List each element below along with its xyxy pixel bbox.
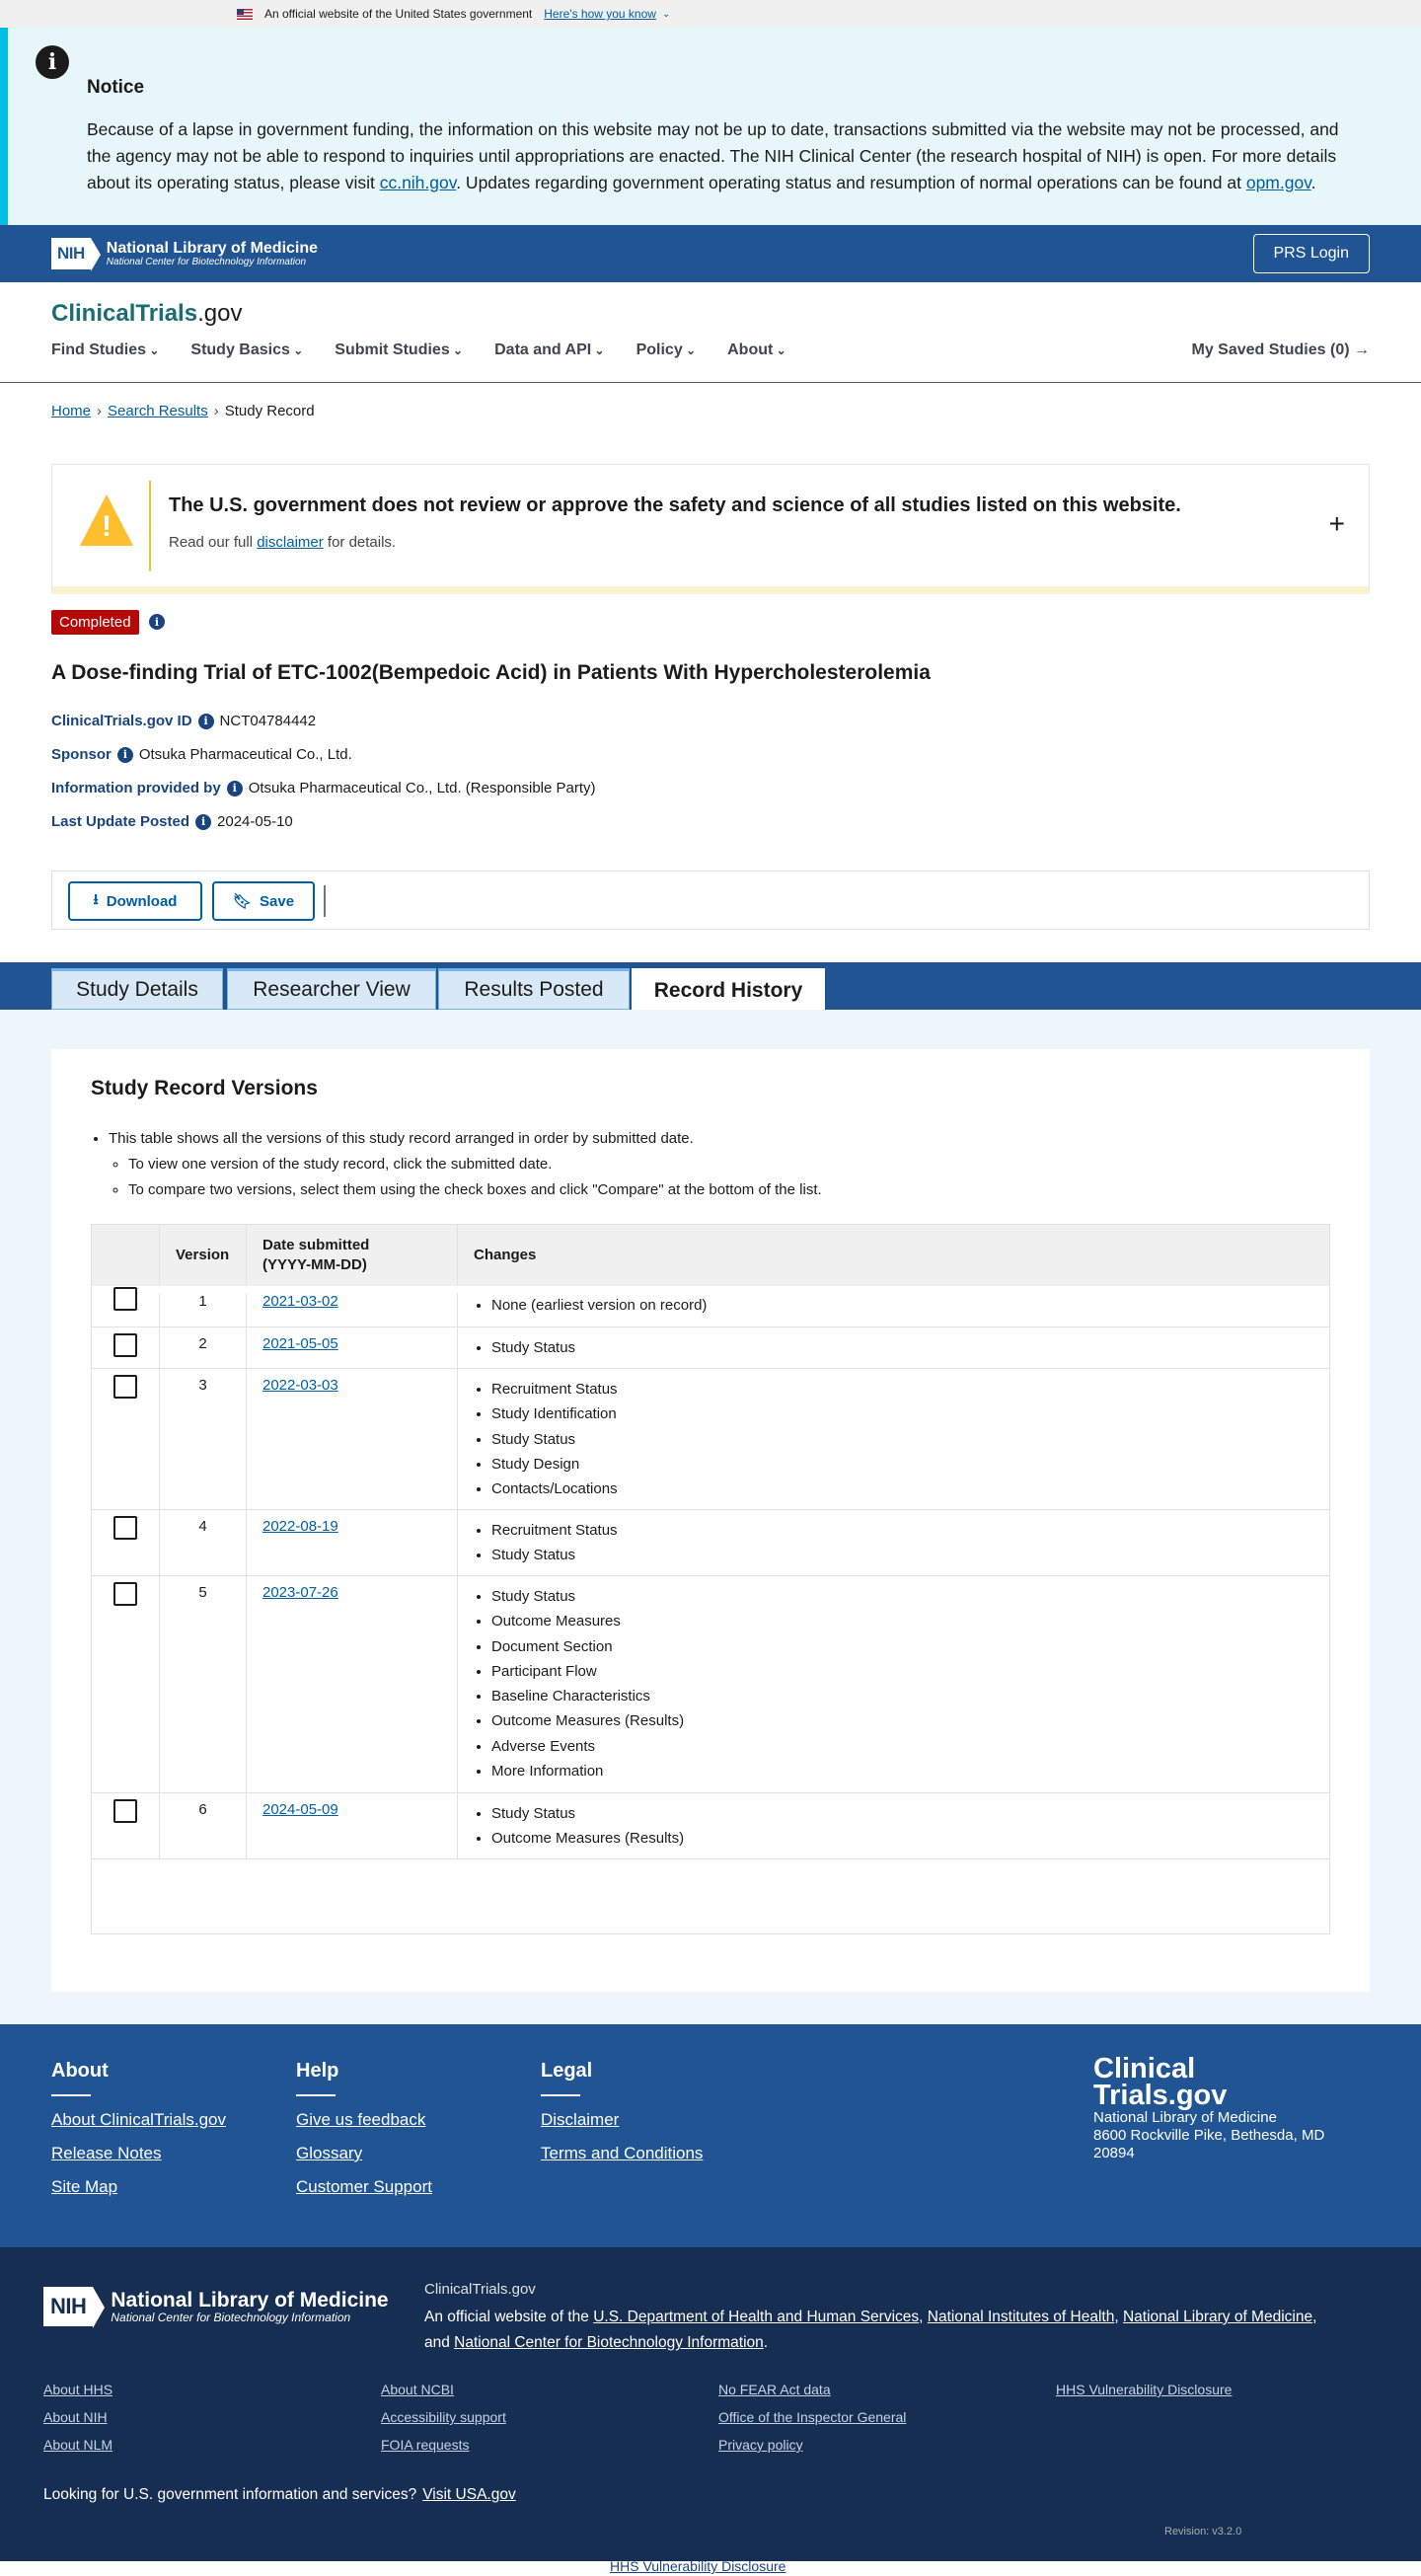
row-checkbox-cell [92,1293,160,1326]
usa-gov-line [43,2486,516,2504]
prs-login-button[interactable]: PRS Login [1253,234,1371,273]
chevron-down-icon: ⌄ [661,8,671,20]
row-version: 3 [160,1369,247,1509]
usa-text: Looking for U.S. government information and services? [43,2486,417,2503]
sponsor-label: Sponsor [51,746,112,763]
chevron-right-icon: › [213,403,219,419]
my-saved-studies-link[interactable] [1192,341,1371,359]
versions-intro [109,1126,822,1203]
intro-item: • This table shows all the versions of this study record arranged in order by submitted date. [109,1126,822,1152]
footer-nlm-logo[interactable] [43,2287,389,2326]
change-item: • More Information [491,1759,684,1783]
header-version: Version [160,1225,247,1286]
intro-item: ◦ To view one version of the study record, click the submitted date. [128,1152,822,1177]
link-about-nlm[interactable]: About NLM [43,2437,113,2453]
footer-link-terms[interactable]: Terms and Conditions [541,2144,704,2162]
notice-text-part: . Updates regarding government operating status and resumption of normal operations can be found at [456,173,1246,192]
cc-nih-link[interactable]: cc.nih.gov [379,173,457,192]
logo-main: ClinicalTrials [51,300,198,327]
gov-banner [0,0,1421,28]
nlm-link[interactable]: National Library of Medicine [1122,2309,1313,2325]
disclaimer-title: The U.S. government does not review or approve the safety and science of all studies listed on this website. [169,494,1181,516]
disclaimer-sub [169,534,396,551]
table-header [92,1225,1329,1286]
row-changes [458,1327,575,1360]
footer-ct-logo[interactable] [1093,2053,1228,2111]
header-date-line1: Date submitted [262,1237,370,1253]
row-version: 1 [160,1293,247,1326]
tab-record-history[interactable]: Record History [632,968,825,1010]
row-date-link[interactable]: 2024-05-09 [262,1801,338,1818]
download-button[interactable] [68,881,202,921]
row-changes [458,1793,684,1852]
logo-suffix: .gov [197,300,243,327]
change-item: • Contacts/Locations [491,1477,618,1501]
study-id [51,713,316,729]
expand-plus-icon[interactable]: + [1328,508,1345,539]
last-update-label: Last Update Posted [51,813,190,830]
row-version: 4 [160,1510,247,1575]
table-row [92,1293,1329,1327]
row-changes [458,1293,707,1318]
nlm-name: National Library of Medicine [106,239,319,257]
change-item: • Study Status [491,1543,618,1567]
breadcrumb-current: Study Record [224,403,315,419]
row-checkbox-cell [92,1793,160,1858]
tab-results-posted[interactable]: Results Posted [438,968,630,1010]
nih-header [0,225,1421,282]
change-item: • Study Status [491,1584,684,1609]
row-checkbox-cell [92,1369,160,1509]
nlm-logo-text [111,2289,388,2324]
row-date-link[interactable]: 2023-07-26 [262,1584,338,1601]
change-item: • Outcome Measures (Results) [491,1708,684,1733]
nih-logo-mark: NIH [51,238,91,269]
info-icon[interactable]: i [195,814,211,830]
footer-link-disclaimer[interactable]: Disclaimer [541,2110,620,2129]
warning-icon-mark: ! [102,510,112,543]
disclaimer-sub-text: for details. [323,534,397,551]
nav-study-basics[interactable]: Study Basics ⌄ [190,341,303,359]
ncbi-name: National Center for Biotechnology Information [111,2310,351,2324]
record-versions-card [51,1049,1370,1992]
table-row [92,1510,1329,1576]
study-id-value: NCT04784442 [219,713,317,729]
footer-bottom [0,2247,1421,2561]
desc-text: . [763,2334,769,2351]
nav-about[interactable]: About ⌄ [727,341,786,359]
notice-text [87,116,1360,196]
header-checkbox-col [92,1225,160,1286]
footer-help-col [296,2060,432,2211]
footer-top [0,2024,1421,2247]
link-hhs-vulnerability[interactable]: HHS Vulnerability Disclosure [1056,2382,1233,2397]
nlm-logo-text [107,240,318,268]
save-button[interactable] [212,881,315,921]
us-flag-icon [237,9,253,20]
table-row [92,1576,1329,1793]
footer-site-name: ClinicalTrials.gov [424,2281,536,2298]
divider [541,2094,580,2096]
row-date-cell [247,1327,458,1368]
row-checkbox-cell [92,1510,160,1575]
footer-link-glossary[interactable]: Glossary [296,2144,363,2162]
change-item: • Recruitment Status [491,1518,618,1543]
desc-text: , [919,2309,928,2325]
info-icon: i [36,45,69,79]
change-item: • Outcome Measures [491,1609,684,1633]
header-date [247,1225,458,1286]
row-date-cell [247,1293,458,1326]
divider [296,2094,336,2096]
chevron-right-icon: › [97,403,103,419]
footer-link-feedback[interactable]: Give us feedback [296,2110,426,2129]
status-badge: Completed [51,610,139,635]
change-item: • Study Status [491,1335,575,1360]
row-date-cell [247,1369,458,1509]
breadcrumb-home[interactable]: Home [51,403,92,419]
info-provided-by [51,780,596,796]
study-id-label: ClinicalTrials.gov ID [51,713,192,729]
row-changes [458,1369,618,1501]
link-about-ncbi[interactable]: About NCBI [381,2382,454,2397]
row-date-link[interactable]: 2021-03-02 [262,1293,338,1310]
row-changes [458,1510,618,1568]
nlm-name: National Library of Medicine [111,2288,389,2311]
header-changes: Changes [474,1247,537,1263]
ncbi-link[interactable]: National Center for Biotechnology Information [454,2334,764,2351]
footer-legal-title: Legal [541,2060,593,2082]
last-update-value: 2024-05-10 [217,813,293,830]
notice-title: Notice [87,77,145,98]
arrow-right-icon: → [1354,341,1370,358]
sponsor [51,746,352,763]
header-date-line2: (YYYY-MM-DD) [262,1256,367,1273]
row-checkbox-cell [92,1327,160,1368]
change-item: • Baseline Characteristics [491,1684,684,1708]
intro-item: ◦ To compare two versions, select them using the check boxes and click "Compare" at the bottom of the list. [128,1177,822,1203]
footer-about-title: About [51,2060,109,2082]
info-icon[interactable]: i [198,714,214,729]
download-icon: ⭳ [93,890,99,908]
row-changes [458,1576,684,1783]
info-provided-value: Otsuka Pharmaceutical Co., Ltd. (Responsible Party) [248,780,596,796]
hhs-link[interactable]: U.S. Department of Health and Human Services [593,2309,920,2325]
nih-logo-mark: NIH [43,2287,93,2326]
divider [149,481,151,571]
row-date-cell [247,1510,458,1575]
link-about-hhs[interactable]: About HHS [43,2382,113,2397]
notice-text-part: . [1310,173,1316,192]
row-checkbox-cell [92,1576,160,1792]
download-label: Download [106,892,178,910]
divider [324,885,326,917]
clinicaltrials-logo[interactable] [51,300,242,328]
footer-help-title: Help [296,2060,339,2082]
row-date-link[interactable]: 2022-03-03 [262,1377,338,1394]
footer-address-line2: 8600 Rockville Pike, Bethesda, MD 20894 [1093,2127,1325,2161]
usa-gov-link[interactable]: Visit USA.gov [422,2486,516,2503]
disclaimer-sub-text: Read our full [169,534,258,551]
footer-link-about-ct[interactable]: About ClinicalTrials.gov [51,2110,226,2129]
row-date-cell [247,1576,458,1792]
footer-legal-col [541,2060,703,2177]
last-update [51,813,293,830]
sponsor-value: Otsuka Pharmaceutical Co., Ltd. [138,746,352,763]
table-row [92,1793,1329,1859]
versions-table [91,1224,1330,1934]
row-version: 2 [160,1327,247,1368]
change-item: • Study Identification [491,1402,618,1426]
desc-text: An official website of the [424,2309,594,2325]
change-item: • Recruitment Status [491,1377,618,1402]
nav-policy[interactable]: Policy ⌄ [636,341,697,359]
change-item: • Document Section [491,1634,684,1659]
revision-label: Revision: v3.2.0 [1164,2526,1242,2538]
version-checkbox[interactable] [113,1375,137,1399]
table-row [92,1327,1329,1369]
gov-banner-text: An official website of the United States government [264,7,533,21]
footer-logo-line2: Trials.gov [1093,2080,1228,2111]
funding-notice [0,28,1421,225]
change-item: • Study Design [491,1452,618,1477]
save-label: Save [260,892,295,910]
nav-submit-studies[interactable]: Submit Studies ⌄ [335,341,463,359]
ncbi-name: National Center for Biotechnology Information [106,257,307,268]
opm-link[interactable]: opm.gov [1245,173,1311,192]
notice-text-part: Because of a lapse in government funding, the information on this website may not be up to date, transactions submitted via the website may not be processed, and the agency may not be able to respond to inquiries until appropriations are enacted. The NIH Clinical Center (the research hospital of NIH) is open. For more details about its operating status, please visit [87,119,1339,192]
change-item: • None (earliest version on record) [491,1293,707,1318]
breadcrumb [51,403,315,419]
row-version: 6 [160,1793,247,1858]
main-nav [51,341,786,359]
link-about-nih[interactable]: About NIH [43,2409,108,2425]
row-date-link[interactable]: 2021-05-05 [262,1335,338,1352]
link-privacy[interactable]: Privacy policy [718,2437,803,2453]
info-icon[interactable]: i [227,781,243,796]
bookmark-icon: 🔖︎ [232,893,252,910]
change-item: • Participant Flow [491,1659,684,1684]
version-checkbox[interactable] [113,1582,137,1606]
info-icon[interactable]: i [149,614,165,630]
heres-how-you-know-link[interactable]: Here's how you know [544,7,656,21]
tab-study-details[interactable]: Study Details [51,968,223,1010]
footer-address [1093,2109,1350,2162]
footer-link-customer-support[interactable]: Customer Support [296,2177,432,2196]
disclaimer-alert [51,464,1370,594]
link-foia[interactable]: FOIA requests [381,2437,470,2453]
row-version: 5 [160,1576,247,1792]
change-item: • Outcome Measures (Results) [491,1826,684,1851]
hhs-vulnerability-link-bottom[interactable]: HHS Vulnerability Disclosure [610,2558,786,2574]
footer-link-release-notes[interactable]: Release Notes [51,2144,162,2162]
link-inspector-general[interactable]: Office of the Inspector General [718,2409,907,2425]
actions-bar [51,871,1370,930]
footer-about-col [51,2060,226,2211]
footer-link-site-map[interactable]: Site Map [51,2177,118,2196]
nav-data-and-api[interactable]: Data and API ⌄ [494,341,604,359]
footer-logo-line1: Clinical [1093,2053,1196,2084]
ct-header [0,282,1421,383]
nlm-logo[interactable] [51,238,318,269]
change-item: • Adverse Events [491,1734,684,1759]
nav-find-studies[interactable]: Find Studies ⌄ [51,341,159,359]
info-provided-label: Information provided by [51,780,221,796]
nih-link[interactable]: National Institutes of Health [927,2309,1115,2325]
breadcrumb-search-results[interactable]: Search Results [108,403,208,419]
versions-title: Study Record Versions [91,1077,318,1099]
version-checkbox[interactable] [113,1516,137,1540]
info-icon[interactable]: i [117,747,133,763]
tabs-bar [0,962,1421,1010]
link-accessibility[interactable]: Accessibility support [381,2409,506,2425]
saved-label: My Saved Studies (0) [1191,341,1350,358]
version-checkbox[interactable] [113,1287,137,1311]
disclaimer-link[interactable]: disclaimer [257,534,324,551]
row-date-cell [247,1793,458,1858]
study-title: A Dose-finding Trial of ETC-1002(Bempedoic Acid) in Patients With Hypercholesterolemia [51,661,931,684]
desc-text: , [1114,2309,1123,2325]
change-item: • Study Status [491,1427,618,1452]
tab-researcher-view[interactable]: Researcher View [227,968,436,1010]
divider [51,2094,91,2096]
link-no-fear[interactable]: No FEAR Act data [718,2382,831,2397]
table-row [92,1369,1329,1510]
change-item: • Study Status [491,1801,684,1826]
footer-address-line1: National Library of Medicine [1093,2109,1277,2126]
desc-text: , and [424,2309,1317,2351]
row-date-link[interactable]: 2022-08-19 [262,1518,338,1535]
version-checkbox[interactable] [113,1333,137,1357]
version-checkbox[interactable] [113,1799,137,1823]
footer-description [424,2305,1342,2356]
